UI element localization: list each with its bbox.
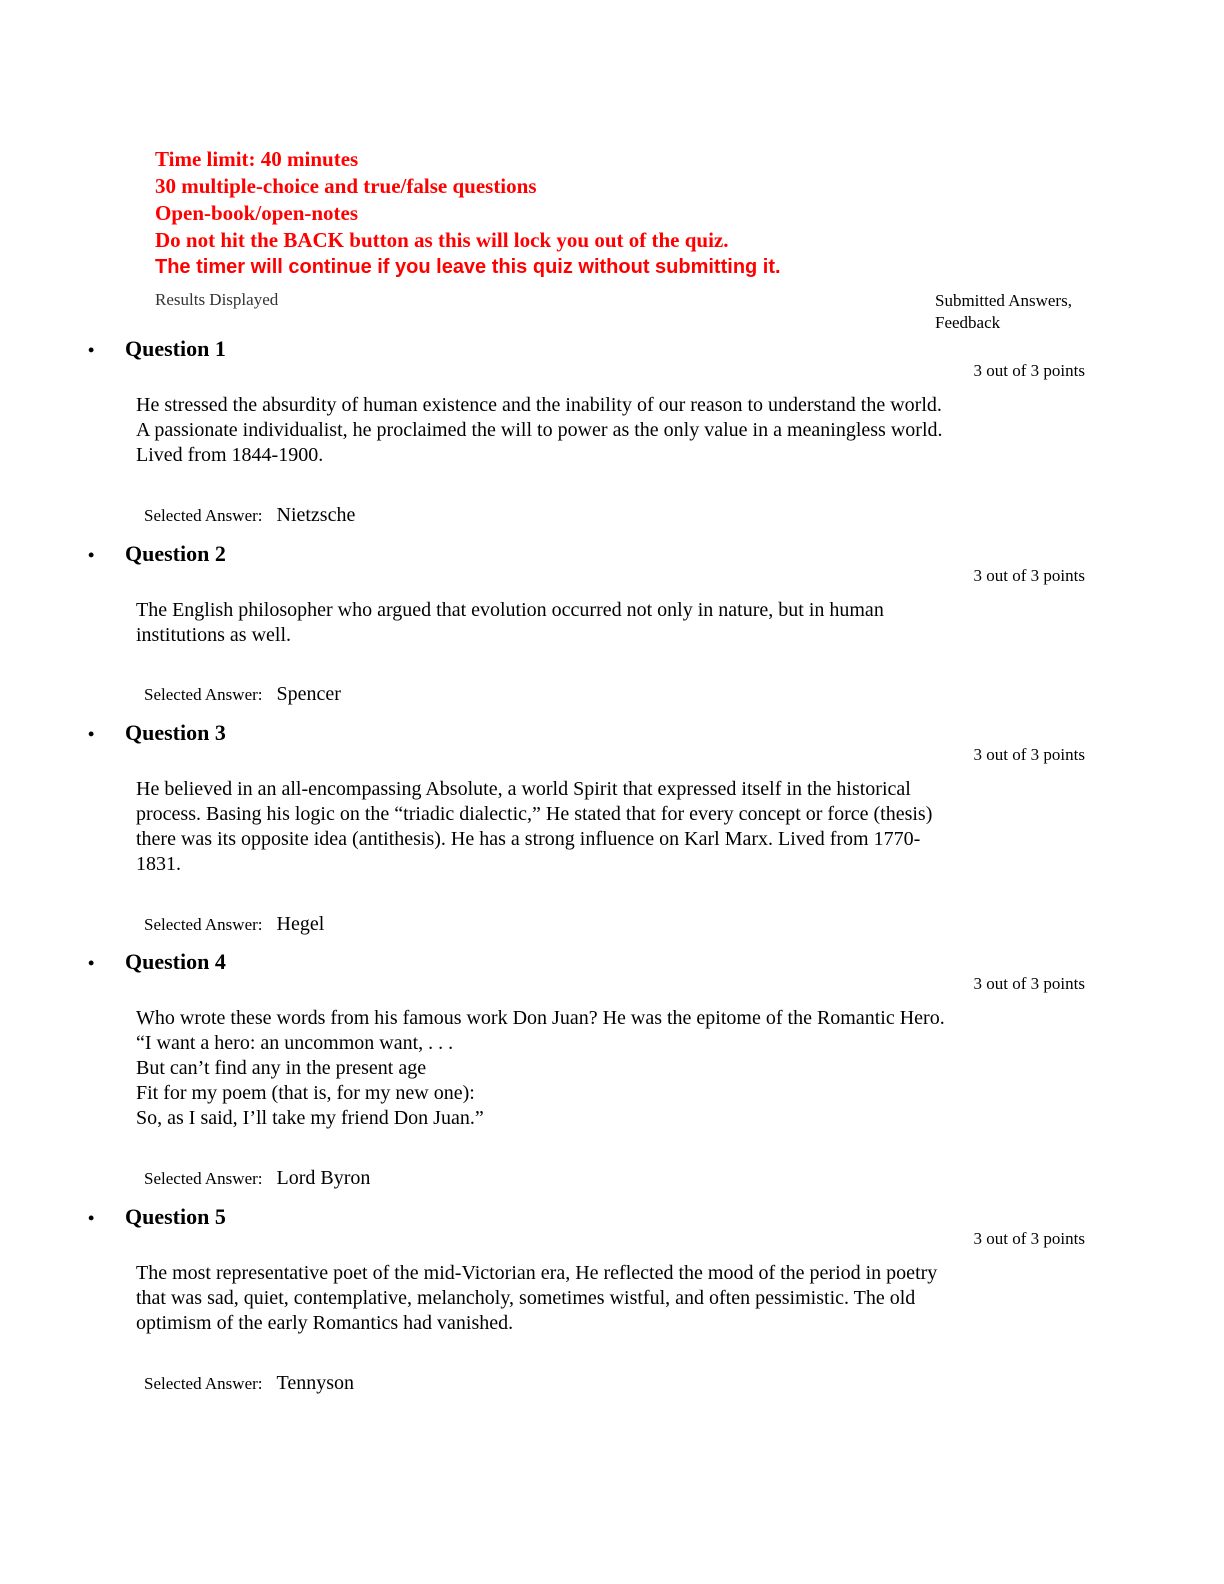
question-text-line: process. Basing his logic on the “triadic dialectic,” He stated that for every concept or force (thesis) [136, 803, 933, 825]
question-text [136, 598, 1036, 648]
question-points: 3 out of 3 points [973, 745, 1085, 764]
question-title [88, 336, 226, 362]
selected-answer-value: Lord Byron [276, 1167, 371, 1189]
question-text-line: So, as I said, I’ll take my friend Don Juan.” [136, 1107, 484, 1129]
question-text-line: institutions as well. [136, 624, 291, 646]
open-book-text: Open-book/open-notes [155, 201, 359, 225]
time-limit-text: Time limit: 40 minutes [155, 147, 359, 171]
question-title [88, 1204, 226, 1230]
question-text-line: there was its opposite idea (antithesis). He has a strong influence on Karl Marx. Lived from 1770- [136, 828, 921, 850]
timer-warning: The timer will continue if you leave this quiz without submitting it. [155, 256, 781, 278]
question-text-line: The most representative poet of the mid-Victorian era, He reflected the mood of the period in poetry [136, 1262, 938, 1284]
question-points: 3 out of 3 points [973, 361, 1085, 380]
question-title-text: Question 5 [125, 1204, 226, 1229]
question-text-line: A passionate individualist, he proclaimed the will to power as the only value in a meaningless world. [136, 419, 943, 441]
selected-answer-value: Spencer [276, 683, 341, 705]
question-title-text: Question 3 [125, 720, 226, 745]
question-text-line: that was sad, quiet, contemplative, melancholy, sometimes wistful, and often pessimistic. The old [136, 1287, 916, 1309]
question-text-line: He stressed the absurdity of human existence and the inability of our reason to understand the world. [136, 394, 942, 416]
question-text-line: optimism of the early Romantics had vanished. [136, 1312, 514, 1334]
question-text-line: But can’t find any in the present age [136, 1057, 427, 1079]
question-title-text: Question 1 [125, 336, 226, 361]
selected-answer-row [144, 1167, 370, 1190]
selected-answer-row [144, 913, 324, 936]
selected-answer-value: Tennyson [276, 1372, 354, 1394]
bullet-icon: • [88, 953, 95, 973]
back-button-warning: Do not hit the BACK button as this will lock you out of the quiz. [155, 228, 729, 252]
question-title-text: Question 2 [125, 541, 226, 566]
question-count-text: 30 multiple-choice and true/false questions [155, 174, 537, 198]
question-text [136, 1261, 1036, 1336]
question-text [136, 393, 1036, 468]
question-points: 3 out of 3 points [973, 566, 1085, 585]
question-points: 3 out of 3 points [973, 1229, 1085, 1248]
selected-answer-label: Selected Answer: [144, 685, 263, 704]
question-points: 3 out of 3 points [973, 974, 1085, 993]
quiz-instructions [155, 146, 781, 281]
results-value-line2: Feedback [935, 313, 1001, 332]
selected-answer-label: Selected Answer: [144, 1169, 263, 1188]
question-title [88, 720, 226, 746]
selected-answer-row [144, 504, 355, 527]
selected-answer-label: Selected Answer: [144, 506, 263, 525]
question-text [136, 777, 1036, 877]
question-text-line: “I want a hero: an uncommon want, . . . [136, 1032, 454, 1054]
selected-answer-label: Selected Answer: [144, 915, 263, 934]
results-displayed-label: Results Displayed [155, 290, 279, 309]
results-value-line1: Submitted Answers, [935, 291, 1072, 310]
question-title [88, 541, 226, 567]
question-title [88, 949, 226, 975]
selected-answer-row [144, 683, 341, 706]
results-displayed-value [935, 290, 1105, 334]
bullet-icon: • [88, 1208, 95, 1228]
question-text-line: Lived from 1844-1900. [136, 444, 324, 466]
bullet-icon: • [88, 340, 95, 360]
question-text-line: The English philosopher who argued that evolution occurred not only in nature, but in human [136, 599, 884, 621]
question-text-line: 1831. [136, 853, 181, 875]
bullet-icon: • [88, 545, 95, 565]
question-title-text: Question 4 [125, 949, 226, 974]
bullet-icon: • [88, 724, 95, 744]
selected-answer-value: Hegel [276, 913, 325, 935]
selected-answer-row [144, 1372, 354, 1395]
question-text-line: He believed in an all-encompassing Absolute, a world Spirit that expressed itself in the historical [136, 778, 911, 800]
selected-answer-label: Selected Answer: [144, 1374, 263, 1393]
selected-answer-value: Nietzsche [276, 504, 356, 526]
question-text-line: Who wrote these words from his famous work Don Juan? He was the epitome of the Romantic Hero. [136, 1007, 945, 1029]
question-text [136, 1006, 1036, 1131]
question-text-line: Fit for my poem (that is, for my new one): [136, 1082, 475, 1104]
